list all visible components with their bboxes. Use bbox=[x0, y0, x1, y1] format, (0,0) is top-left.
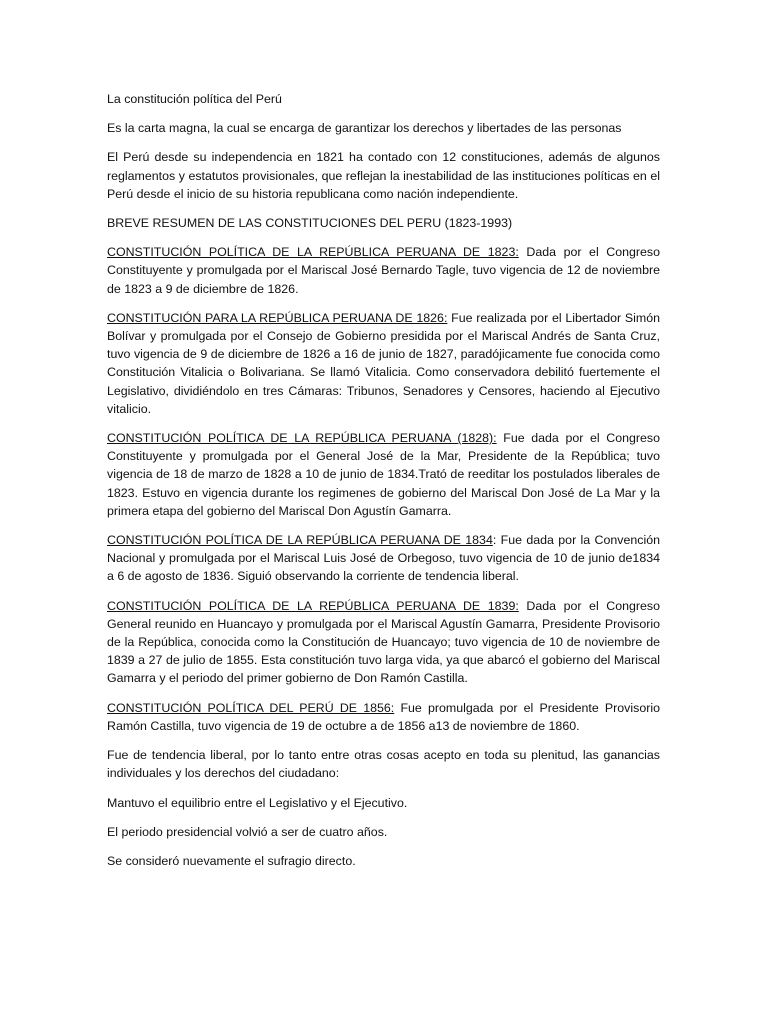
constitution-title: CONSTITUCIÓN POLÍTICA DE LA REPÚBLICA PERUANA (1828): bbox=[107, 431, 497, 446]
closing-paragraph-1: Fue de tendencia liberal, por lo tanto entre otras cosas acepto en toda su plenitud, las ganancias individuales y los derechos del ciudadano: bbox=[107, 748, 660, 781]
summary-heading: BREVE RESUMEN DE LAS CONSTITUCIONES DEL PERU (1823-1993) bbox=[107, 216, 513, 231]
constitution-1856 bbox=[107, 699, 660, 735]
document-title: La constitución política del Perú bbox=[107, 92, 282, 106]
constitution-1839 bbox=[107, 597, 660, 688]
closing-paragraph-3: El periodo presidencial volvió a ser de cuatro años. bbox=[107, 824, 388, 839]
constitution-text: Dada por el Congreso General reunido en Huancayo y promulgada por el Mariscal Agustín Gamarra, Presidente Provisorio de la República, conocida como la Constitución de Huancayo; tuvo vigencia de 10 de noviembre de 1839 a 27 de julio de 1855. Esta constitución tuvo larga vida, ya que abarcó el gobierno del Mariscal Gamarra y el periodo del primer gobierno de Don Ramón Castilla. bbox=[107, 598, 660, 686]
constitution-text: : Fue dada por la Convención Nacional y promulgada por el Mariscal Luis José de Orbegoso, tuvo vigencia de 10 de junio de1834 a 6 de agosto de 1836. Siguió observando la corriente de tendencia liberal. bbox=[107, 533, 660, 584]
constitution-title: CONSTITUCIÓN PARA LA REPÚBLICA PERUANA DE 1826: bbox=[107, 310, 448, 325]
constitution-title: CONSTITUCIÓN POLÍTICA DE LA REPÚBLICA PERUANA DE 1839: bbox=[107, 598, 519, 613]
closing-paragraph-4: Se consideró nuevamente el sufragio directo. bbox=[107, 853, 356, 868]
constitution-text: Dada por el Congreso Constituyente y promulgada por el Mariscal José Bernardo Tagle, tuvo vigencia de 12 de noviembre de 1823 a 9 de diciembre de 1826. bbox=[107, 245, 660, 296]
intro-paragraph-1: Es la carta magna, la cual se encarga de garantizar los derechos y libertades de las personas bbox=[107, 121, 622, 136]
constitution-text: Fue dada por el Congreso Constituyente y promulgada por el General José de la Mar, Presidente de la República; tuvo vigencia de 18 de marzo de 1828 a 10 de junio de 1834.Trató de reeditar los postulados liberales de 1823. Estuvo en vigencia durante los regimenes de gobierno del Mariscal Don José de La Mar y la primera etapa del gobierno del Mariscal Don Agustín Gamarra. bbox=[107, 431, 661, 518]
constitution-1828 bbox=[107, 429, 660, 520]
constitution-1826 bbox=[107, 309, 660, 418]
constitution-text: Fue realizada por el Libertador Simón Bolívar y promulgada por el Consejo de Gobierno presidida por el Mariscal Andrés de Santa Cruz, tuvo vigencia de 9 de diciembre de 1826 a 16 de junio de 1827, paradójicamente fue conocida como Constitución Vitalicia o Bolivariana. Se llamó Vitalicia. Como conservadora debilitó fuertemente el Legislativo, dividiéndolo en tres Cámaras: Tribunos, Senadores y Censores, haciendo al Ejecutivo vitalicio. bbox=[107, 310, 660, 416]
constitution-title: CONSTITUCIÓN POLÍTICA DE LA REPÚBLICA PERUANA DE 1823: bbox=[107, 245, 519, 260]
constitution-1834 bbox=[107, 531, 660, 586]
closing-paragraph-2: Mantuvo el equilibrio entre el Legislativo y el Ejecutivo. bbox=[107, 795, 408, 810]
constitution-title: CONSTITUCIÓN POLÍTICA DE LA REPÚBLICA PERUANA DE 1834 bbox=[107, 533, 493, 548]
constitution-text: Fue promulgada por el Presidente Provisorio Ramón Castilla, tuvo vigencia de 19 de octubre a de 1856 a13 de noviembre de 1860. bbox=[107, 700, 660, 733]
document-page bbox=[107, 90, 660, 881]
intro-paragraph-2: El Perú desde su independencia en 1821 ha contado con 12 constituciones, además de algunos reglamentos y estatutos provisionales, que reflejan la inestabilidad de las instituciones políticas en el Perú desde el inicio de su historia republicana como nación independiente. bbox=[107, 150, 660, 201]
constitution-title: CONSTITUCIÓN POLÍTICA DEL PERÚ DE 1856: bbox=[107, 700, 395, 715]
constitution-1823 bbox=[107, 243, 660, 298]
